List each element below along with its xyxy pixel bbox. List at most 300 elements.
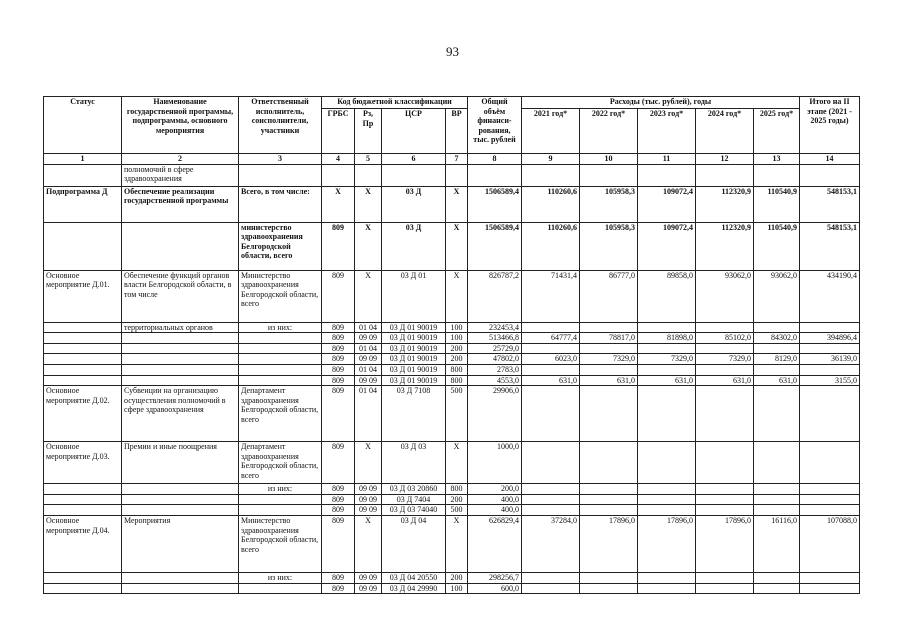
table-cell: 809	[322, 322, 355, 333]
table-cell: 93062,0	[696, 270, 754, 322]
table-cell: 232453,4	[468, 322, 522, 333]
table-row	[44, 442, 860, 484]
table-cell: 8129,0	[754, 354, 800, 365]
table-cell	[638, 386, 696, 442]
table-cell: Основное мероприятие Д.03.	[44, 442, 122, 484]
header-vr: ВР	[446, 109, 468, 154]
table-cell: 298256,7	[468, 572, 522, 583]
table-cell: 809	[322, 494, 355, 505]
table-cell	[696, 386, 754, 442]
table-cell	[44, 343, 122, 354]
column-index-cell: 6	[382, 154, 446, 165]
table-row	[44, 494, 860, 505]
table-cell	[522, 322, 580, 333]
table-cell	[696, 364, 754, 375]
table-cell	[239, 364, 322, 375]
table-cell	[754, 322, 800, 333]
table-cell	[638, 164, 696, 186]
table-cell	[800, 343, 860, 354]
header-row-top	[44, 97, 860, 109]
table-cell	[638, 505, 696, 516]
table-cell	[122, 343, 239, 354]
table-cell: 1000,0	[468, 442, 522, 484]
table-cell: 200,0	[468, 484, 522, 495]
table-cell	[696, 484, 754, 495]
table-cell: 85102,0	[696, 333, 754, 344]
table-cell: 826787,2	[468, 270, 522, 322]
table-cell: 03 Д 01	[382, 270, 446, 322]
table-cell	[580, 343, 638, 354]
table-cell: 86777,0	[580, 270, 638, 322]
table-cell	[522, 572, 580, 583]
table-cell: Подпрограмма Д	[44, 186, 122, 222]
table-cell: 7329,0	[638, 354, 696, 365]
table-cell	[122, 484, 239, 495]
table-cell: 01 04	[355, 343, 382, 354]
table-cell: 03 Д 03	[382, 442, 446, 484]
table-cell: территориальных органов	[122, 322, 239, 333]
table-cell	[522, 442, 580, 484]
table-cell: 09 09	[355, 505, 382, 516]
table-cell: 400,0	[468, 505, 522, 516]
table-cell: 626829,4	[468, 515, 522, 572]
table-cell	[580, 164, 638, 186]
table-cell	[754, 572, 800, 583]
header-name: Наименование государственной программы, подпрограммы, основного мероприятия	[122, 97, 239, 154]
table-cell: 1506589,4	[468, 186, 522, 222]
table-cell: 107088,0	[800, 515, 860, 572]
table-cell: 110540,9	[754, 186, 800, 222]
column-index-cell: 8	[468, 154, 522, 165]
table-cell: 37284,0	[522, 515, 580, 572]
table-cell: Всего, в том числе:	[239, 186, 322, 222]
header-2024: 2024 год*	[696, 109, 754, 154]
table-cell: 112320,9	[696, 222, 754, 270]
table-cell: 800	[446, 375, 468, 386]
table-cell	[696, 583, 754, 594]
table-cell: Х	[446, 270, 468, 322]
table-cell: Х	[355, 222, 382, 270]
table-cell: 513466,8	[468, 333, 522, 344]
table-cell: из них:	[239, 322, 322, 333]
table-row	[44, 515, 860, 572]
table-cell	[239, 354, 322, 365]
table-cell	[800, 494, 860, 505]
table-cell: 89858,0	[638, 270, 696, 322]
table-cell: 809	[322, 505, 355, 516]
table-cell: 78817,0	[580, 333, 638, 344]
table-cell	[122, 364, 239, 375]
table-cell: 200	[446, 343, 468, 354]
table-cell: 809	[322, 442, 355, 484]
table-cell: 809	[322, 583, 355, 594]
table-cell	[800, 322, 860, 333]
table-cell: 548153,1	[800, 222, 860, 270]
table-row	[44, 505, 860, 516]
table-cell	[800, 572, 860, 583]
column-index-cell: 4	[322, 154, 355, 165]
table-cell: 7329,0	[696, 354, 754, 365]
table-row	[44, 164, 860, 186]
table-cell: 809	[322, 375, 355, 386]
header-2025: 2025 год*	[754, 109, 800, 154]
table-cell: 400,0	[468, 494, 522, 505]
table-row	[44, 333, 860, 344]
table-cell	[355, 164, 382, 186]
table-cell: Х	[322, 186, 355, 222]
table-cell	[44, 375, 122, 386]
table-cell: 7329,0	[580, 354, 638, 365]
column-index-cell: 7	[446, 154, 468, 165]
column-index-cell: 14	[800, 154, 860, 165]
table-cell: 110260,6	[522, 222, 580, 270]
table-cell	[800, 164, 860, 186]
table-cell	[122, 354, 239, 365]
table-cell	[580, 572, 638, 583]
header-responsible: Ответственный исполнитель, соисполнители, участники	[239, 97, 322, 154]
header-2022: 2022 год*	[580, 109, 638, 154]
table-cell: 809	[322, 222, 355, 270]
table-cell	[44, 583, 122, 594]
table-cell	[580, 386, 638, 442]
table-cell	[696, 164, 754, 186]
table-cell	[696, 505, 754, 516]
table-cell: 631,0	[696, 375, 754, 386]
table-row	[44, 343, 860, 354]
table-cell: 105958,3	[580, 222, 638, 270]
table-cell: 03 Д 7108	[382, 386, 446, 442]
table-cell: 16116,0	[754, 515, 800, 572]
budget-table	[43, 96, 860, 594]
table-cell	[754, 442, 800, 484]
table-cell	[239, 505, 322, 516]
table-cell: 03 Д	[382, 186, 446, 222]
table-cell	[44, 322, 122, 333]
table-cell	[44, 364, 122, 375]
table-cell	[522, 484, 580, 495]
table-cell: Мероприятия	[122, 515, 239, 572]
table-row	[44, 484, 860, 495]
table-cell: 1506589,4	[468, 222, 522, 270]
table-cell	[122, 494, 239, 505]
table-cell	[122, 375, 239, 386]
table-cell	[239, 333, 322, 344]
column-index-cell: 5	[355, 154, 382, 165]
table-cell	[122, 333, 239, 344]
table-cell: 200	[446, 494, 468, 505]
table-cell: Х	[355, 270, 382, 322]
table-row	[44, 386, 860, 442]
header-expenses: Расходы (тыс. рублей), годы	[522, 97, 800, 109]
table-cell: 47802,0	[468, 354, 522, 365]
table-cell: Департамент здравоохранения Белгородской области, всего	[239, 386, 322, 442]
table-cell: Х	[446, 442, 468, 484]
table-cell	[522, 386, 580, 442]
table-cell	[754, 364, 800, 375]
table-cell: 03 Д 7404	[382, 494, 446, 505]
header-total-volume: Общий объём финанси-рования, тыс. рублей	[468, 97, 522, 154]
table-cell	[754, 494, 800, 505]
table-cell	[638, 442, 696, 484]
column-index-cell: 11	[638, 154, 696, 165]
column-index-row	[44, 154, 860, 165]
table-cell: 600,0	[468, 583, 522, 594]
table-cell: 29906,0	[468, 386, 522, 442]
table-cell: 800	[446, 364, 468, 375]
table-cell: 394896,4	[800, 333, 860, 344]
table-cell	[580, 583, 638, 594]
table-cell: 03 Д 03 20860	[382, 484, 446, 495]
table-cell	[44, 484, 122, 495]
table-cell	[522, 494, 580, 505]
table-cell	[44, 505, 122, 516]
table-cell: Обеспечение функций органов власти Белгородской области, в том числе	[122, 270, 239, 322]
table-cell: 09 09	[355, 494, 382, 505]
table-cell: 500	[446, 505, 468, 516]
table-row	[44, 364, 860, 375]
table-cell: Обеспечение реализации государственной программы	[122, 186, 239, 222]
table-row	[44, 583, 860, 594]
table-cell: 93062,0	[754, 270, 800, 322]
table-cell	[522, 343, 580, 354]
column-index-cell: 10	[580, 154, 638, 165]
table-cell: Х	[355, 515, 382, 572]
table-cell	[800, 386, 860, 442]
table-cell: 03 Д 03 74040	[382, 505, 446, 516]
table-cell	[44, 354, 122, 365]
table-cell: 03 Д 04 20550	[382, 572, 446, 583]
table-cell: 631,0	[522, 375, 580, 386]
table-row	[44, 572, 860, 583]
header-budget-code: Код бюджетной классификации	[322, 97, 468, 109]
table-cell	[580, 364, 638, 375]
table-cell: 200	[446, 354, 468, 365]
table-cell	[800, 583, 860, 594]
table-cell: 6023,0	[522, 354, 580, 365]
table-cell	[239, 343, 322, 354]
table-cell: 03 Д 04 29990	[382, 583, 446, 594]
table-row	[44, 222, 860, 270]
table-cell: 17896,0	[638, 515, 696, 572]
table-cell	[44, 333, 122, 344]
table-cell: 2783,0	[468, 364, 522, 375]
table-cell: 200	[446, 572, 468, 583]
table-row	[44, 354, 860, 365]
table-cell	[322, 164, 355, 186]
table-cell	[800, 505, 860, 516]
table-cell: 4553,0	[468, 375, 522, 386]
table-cell	[580, 484, 638, 495]
column-index-cell: 12	[696, 154, 754, 165]
table-cell: Х	[355, 442, 382, 484]
table-cell	[638, 484, 696, 495]
table-cell	[580, 505, 638, 516]
table-cell	[696, 442, 754, 484]
table-cell	[44, 222, 122, 270]
table-cell: 809	[322, 515, 355, 572]
table-cell: 109072,4	[638, 186, 696, 222]
header-rzpr: Рз, Пр	[355, 109, 382, 154]
table-cell: из них:	[239, 572, 322, 583]
table-cell	[122, 222, 239, 270]
table-cell: 03 Д 04	[382, 515, 446, 572]
header-2021: 2021 год*	[522, 109, 580, 154]
table-cell: 809	[322, 343, 355, 354]
table-cell: 01 04	[355, 322, 382, 333]
table-cell	[522, 583, 580, 594]
table-cell	[522, 364, 580, 375]
table-cell: 110540,9	[754, 222, 800, 270]
table-cell	[696, 494, 754, 505]
table-cell: Х	[446, 515, 468, 572]
header-csr: ЦСР	[382, 109, 446, 154]
table-cell	[239, 375, 322, 386]
table-cell: полномочий в сфере здравоохранения	[122, 164, 239, 186]
table-cell: 500	[446, 386, 468, 442]
table-cell: 03 Д 01 90019	[382, 343, 446, 354]
table-cell	[754, 505, 800, 516]
table-cell	[754, 484, 800, 495]
table-cell: 03 Д 01 90019	[382, 322, 446, 333]
table-cell	[754, 386, 800, 442]
table-cell: 631,0	[754, 375, 800, 386]
table-cell: 809	[322, 354, 355, 365]
table-cell: 548153,1	[800, 186, 860, 222]
header-stage-total: Итого на II этапе (2021 - 2025 годы)	[800, 97, 860, 154]
table-cell	[638, 343, 696, 354]
table-cell	[580, 442, 638, 484]
table-cell: Х	[446, 186, 468, 222]
table-cell	[382, 164, 446, 186]
table-cell: 25729,0	[468, 343, 522, 354]
table-cell: 809	[322, 572, 355, 583]
table-cell: 809	[322, 270, 355, 322]
table-cell	[122, 583, 239, 594]
table-cell: 100	[446, 583, 468, 594]
table-cell: 17896,0	[696, 515, 754, 572]
table-cell: 03 Д 01 90019	[382, 364, 446, 375]
table-cell: 09 09	[355, 484, 382, 495]
table-cell: 03 Д 01 90019	[382, 375, 446, 386]
table-row	[44, 186, 860, 222]
table-cell: министерство здравоохранения Белгородской области, всего	[239, 222, 322, 270]
table-cell	[239, 164, 322, 186]
table-cell: 631,0	[580, 375, 638, 386]
table-cell: 01 04	[355, 364, 382, 375]
table-cell: 09 09	[355, 572, 382, 583]
table-cell: 100	[446, 333, 468, 344]
header-grbs: ГРБС	[322, 109, 355, 154]
table-cell: 631,0	[638, 375, 696, 386]
column-index-cell: 9	[522, 154, 580, 165]
table-cell: 434190,4	[800, 270, 860, 322]
table-cell	[638, 583, 696, 594]
table-cell: 09 09	[355, 375, 382, 386]
table-cell: 809	[322, 364, 355, 375]
table-cell: 809	[322, 386, 355, 442]
table-cell: Основное мероприятие Д.02.	[44, 386, 122, 442]
table-cell: Министерство здравоохранения Белгородской области, всего	[239, 270, 322, 322]
table-row	[44, 375, 860, 386]
table-cell	[44, 494, 122, 505]
table-cell	[122, 505, 239, 516]
column-index-cell: 2	[122, 154, 239, 165]
table-cell: 09 09	[355, 333, 382, 344]
table-cell: Министерство здравоохранения Белгородской области, всего	[239, 515, 322, 572]
table-cell	[696, 572, 754, 583]
table-cell: Основное мероприятие Д.04.	[44, 515, 122, 572]
table-cell: 01 04	[355, 386, 382, 442]
table-cell	[239, 494, 322, 505]
table-cell: 112320,9	[696, 186, 754, 222]
table-cell	[446, 164, 468, 186]
table-cell	[696, 322, 754, 333]
table-cell	[44, 164, 122, 186]
table-cell	[754, 583, 800, 594]
table-cell: Департамент здравоохранения Белгородской области, всего	[239, 442, 322, 484]
table-cell: 84302,0	[754, 333, 800, 344]
column-index-cell: 3	[239, 154, 322, 165]
page-number: 93	[446, 44, 459, 59]
table-cell: 100	[446, 322, 468, 333]
table-cell: 800	[446, 484, 468, 495]
table-cell	[239, 583, 322, 594]
table-cell: Субвенции на организацию осуществления полномочий в сфере здравоохранения	[122, 386, 239, 442]
table-cell: 109072,4	[638, 222, 696, 270]
table-cell: 81898,0	[638, 333, 696, 344]
table-cell	[696, 343, 754, 354]
table-cell	[44, 572, 122, 583]
table-cell: Х	[355, 186, 382, 222]
table-cell	[638, 322, 696, 333]
table-cell	[754, 164, 800, 186]
table-cell: 71431,4	[522, 270, 580, 322]
table-cell: 03 Д 01 90019	[382, 354, 446, 365]
table-cell	[638, 364, 696, 375]
table-cell: 17896,0	[580, 515, 638, 572]
table-cell	[522, 164, 580, 186]
table-cell	[800, 364, 860, 375]
header-status: Статус	[44, 97, 122, 154]
table-row	[44, 322, 860, 333]
table-cell: из них:	[239, 484, 322, 495]
table-cell: 64777,4	[522, 333, 580, 344]
table-row	[44, 270, 860, 322]
table-cell: 03 Д	[382, 222, 446, 270]
table-cell: 36139,0	[800, 354, 860, 365]
table-cell	[800, 484, 860, 495]
table-cell: 09 09	[355, 354, 382, 365]
table-cell: 03 Д 01 90019	[382, 333, 446, 344]
table-cell	[754, 343, 800, 354]
table-cell: Х	[446, 222, 468, 270]
header-2023: 2023 год*	[638, 109, 696, 154]
table-cell	[468, 164, 522, 186]
table-cell: 110260,6	[522, 186, 580, 222]
table-cell: 809	[322, 333, 355, 344]
table-cell	[800, 442, 860, 484]
table-cell: 3155,0	[800, 375, 860, 386]
table-cell: 09 09	[355, 583, 382, 594]
table-cell: Премии и иные поощрения	[122, 442, 239, 484]
table-cell: Основное мероприятие Д.01.	[44, 270, 122, 322]
table-cell: 105958,3	[580, 186, 638, 222]
column-index-cell: 1	[44, 154, 122, 165]
table-cell	[522, 505, 580, 516]
table-cell	[580, 494, 638, 505]
table-cell	[122, 572, 239, 583]
table-cell	[638, 572, 696, 583]
